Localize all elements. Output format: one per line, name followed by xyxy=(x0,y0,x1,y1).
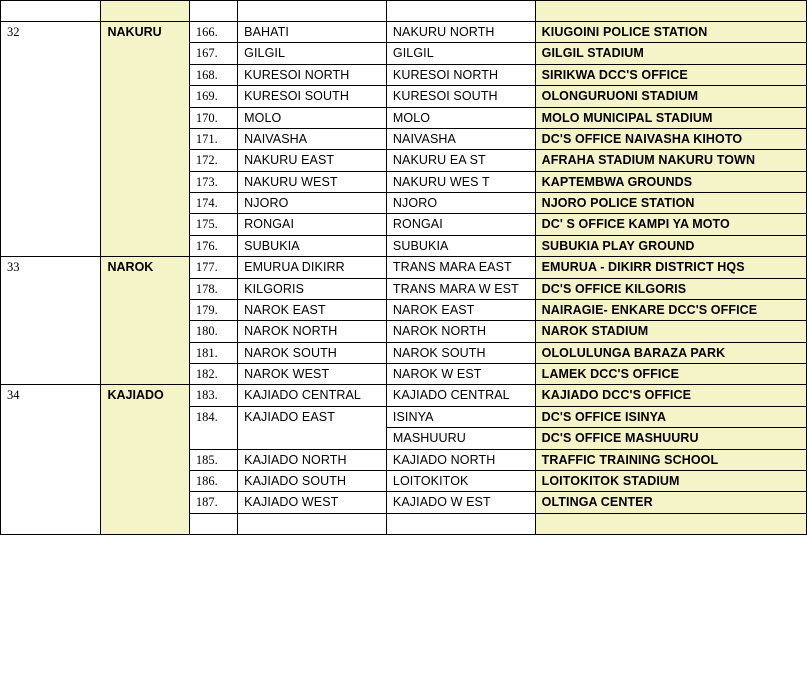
cell-constituency: SUBUKIA xyxy=(238,235,387,256)
cell-ward: NAROK EAST xyxy=(386,299,535,320)
cell-venue: KAPTEMBWA GROUNDS xyxy=(535,171,806,192)
cell-ward: NAIVASHA xyxy=(386,128,535,149)
cell-index: 168. xyxy=(189,64,237,85)
cell-venue: OLTINGA CENTER xyxy=(535,492,806,513)
cell-venue: MOLO MUNICIPAL STADIUM xyxy=(535,107,806,128)
cell-ward: KAJIADO W EST xyxy=(386,492,535,513)
cell-constituency: NAKURU WEST xyxy=(238,171,387,192)
cell-index: 177. xyxy=(189,257,237,278)
cell-number: 33 xyxy=(1,257,101,385)
cell-venue: KIUGOINI POLICE STATION xyxy=(535,22,806,43)
cell-venue: AFRAHA STADIUM NAKURU TOWN xyxy=(535,150,806,171)
cell-constituency: KAJIADO SOUTH xyxy=(238,470,387,491)
cell-venue: SUBUKIA PLAY GROUND xyxy=(535,235,806,256)
cell-venue: DC'S OFFICE KILGORIS xyxy=(535,278,806,299)
cell-ward: MOLO xyxy=(386,107,535,128)
cell-index: 169. xyxy=(189,86,237,107)
cell-ward: GILGIL xyxy=(386,43,535,64)
cell-index: 166. xyxy=(189,22,237,43)
cell-constituency: NAROK WEST xyxy=(238,364,387,385)
cell-ward: ISINYA xyxy=(386,406,535,427)
cell-constituency: MOLO xyxy=(238,107,387,128)
cell-ward: TRANS MARA W EST xyxy=(386,278,535,299)
cell-number: 34 xyxy=(1,385,101,534)
table-row xyxy=(1,385,807,406)
cell-venue: NJORO POLICE STATION xyxy=(535,193,806,214)
cell-index: 170. xyxy=(189,107,237,128)
cell-venue: EMURUA - DIKIRR DISTRICT HQS xyxy=(535,257,806,278)
cell-constituency: GILGIL xyxy=(238,43,387,64)
cell-constituency: KILGORIS xyxy=(238,278,387,299)
table-body xyxy=(1,1,807,535)
cell-index: 180. xyxy=(189,321,237,342)
cell-venue: GILGIL STADIUM xyxy=(535,43,806,64)
table-row xyxy=(1,22,807,43)
cell-venue: DC' S OFFICE KAMPI YA MOTO xyxy=(535,214,806,235)
cell-venue: NAROK STADIUM xyxy=(535,321,806,342)
cell-ward: SUBUKIA xyxy=(386,235,535,256)
cell-ward: NAROK W EST xyxy=(386,364,535,385)
cell-ward: LOITOKITOK xyxy=(386,470,535,491)
cell-constituency: KURESOI NORTH xyxy=(238,64,387,85)
cell-ward: KURESOI NORTH xyxy=(386,64,535,85)
cell-venue: LOITOKITOK STADIUM xyxy=(535,470,806,491)
cell-index xyxy=(189,513,237,534)
cell-index: 179. xyxy=(189,299,237,320)
cell-index: 175. xyxy=(189,214,237,235)
cell-venue: TRAFFIC TRAINING SCHOOL xyxy=(535,449,806,470)
cell-constituency: EMURUA DIKIRR xyxy=(238,257,387,278)
cell-ward: MASHUURU xyxy=(386,428,535,449)
cell-number: 32 xyxy=(1,22,101,257)
table-row xyxy=(1,257,807,278)
cell-index: 181. xyxy=(189,342,237,363)
cell-county: KAJIADO xyxy=(101,385,189,534)
cell-constituency: RONGAI xyxy=(238,214,387,235)
cell-venue xyxy=(535,1,806,22)
cell-county: NAROK xyxy=(101,257,189,385)
cell-index: 182. xyxy=(189,364,237,385)
cell-index: 183. xyxy=(189,385,237,406)
cell-constituency: NAROK SOUTH xyxy=(238,342,387,363)
cell-venue: OLONGURUONI STADIUM xyxy=(535,86,806,107)
cell-index: 184. xyxy=(189,406,237,449)
cell-constituency: BAHATI xyxy=(238,22,387,43)
cell-index xyxy=(189,1,237,22)
cell-constituency: NAKURU EAST xyxy=(238,150,387,171)
cell-index: 186. xyxy=(189,470,237,491)
cell-index: 172. xyxy=(189,150,237,171)
cell-index: 185. xyxy=(189,449,237,470)
cell-number xyxy=(1,1,101,22)
cell-venue: DC'S OFFICE NAIVASHA KIHOTO xyxy=(535,128,806,149)
cell-ward: NAROK NORTH xyxy=(386,321,535,342)
cell-constituency: NJORO xyxy=(238,193,387,214)
cell-constituency: NAROK NORTH xyxy=(238,321,387,342)
cell-constituency: KURESOI SOUTH xyxy=(238,86,387,107)
cell-constituency xyxy=(238,1,387,22)
cell-constituency: KAJIADO NORTH xyxy=(238,449,387,470)
cell-venue: NAIRAGIE- ENKARE DCC'S OFFICE xyxy=(535,299,806,320)
cell-ward xyxy=(386,1,535,22)
cell-constituency: NAROK EAST xyxy=(238,299,387,320)
cell-ward: KAJIADO NORTH xyxy=(386,449,535,470)
cell-venue: DC'S OFFICE ISINYA xyxy=(535,406,806,427)
cell-constituency: KAJIADO WEST xyxy=(238,492,387,513)
cell-ward: RONGAI xyxy=(386,214,535,235)
cell-venue xyxy=(535,513,806,534)
cell-ward: KAJIADO CENTRAL xyxy=(386,385,535,406)
cell-ward: NAKURU EA ST xyxy=(386,150,535,171)
table-row xyxy=(1,1,807,22)
cell-ward: NAROK SOUTH xyxy=(386,342,535,363)
cell-venue: LAMEK DCC'S OFFICE xyxy=(535,364,806,385)
cell-constituency: KAJIADO EAST xyxy=(238,406,387,449)
cell-ward xyxy=(386,513,535,534)
cell-ward: NJORO xyxy=(386,193,535,214)
cell-constituency: KAJIADO CENTRAL xyxy=(238,385,387,406)
cell-ward: KURESOI SOUTH xyxy=(386,86,535,107)
cell-venue: SIRIKWA DCC'S OFFICE xyxy=(535,64,806,85)
cell-constituency: NAIVASHA xyxy=(238,128,387,149)
cell-ward: NAKURU WES T xyxy=(386,171,535,192)
cell-index: 187. xyxy=(189,492,237,513)
cell-ward: TRANS MARA EAST xyxy=(386,257,535,278)
cell-index: 178. xyxy=(189,278,237,299)
cell-index: 171. xyxy=(189,128,237,149)
cell-county: NAKURU xyxy=(101,22,189,257)
cell-index: 173. xyxy=(189,171,237,192)
cell-index: 167. xyxy=(189,43,237,64)
cell-ward: NAKURU NORTH xyxy=(386,22,535,43)
cell-venue: OLOLULUNGA BARAZA PARK xyxy=(535,342,806,363)
cell-venue: DC'S OFFICE MASHUURU xyxy=(535,428,806,449)
cell-county xyxy=(101,1,189,22)
cell-index: 176. xyxy=(189,235,237,256)
cell-constituency xyxy=(238,513,387,534)
cell-venue: KAJIADO DCC'S OFFICE xyxy=(535,385,806,406)
cell-index: 174. xyxy=(189,193,237,214)
